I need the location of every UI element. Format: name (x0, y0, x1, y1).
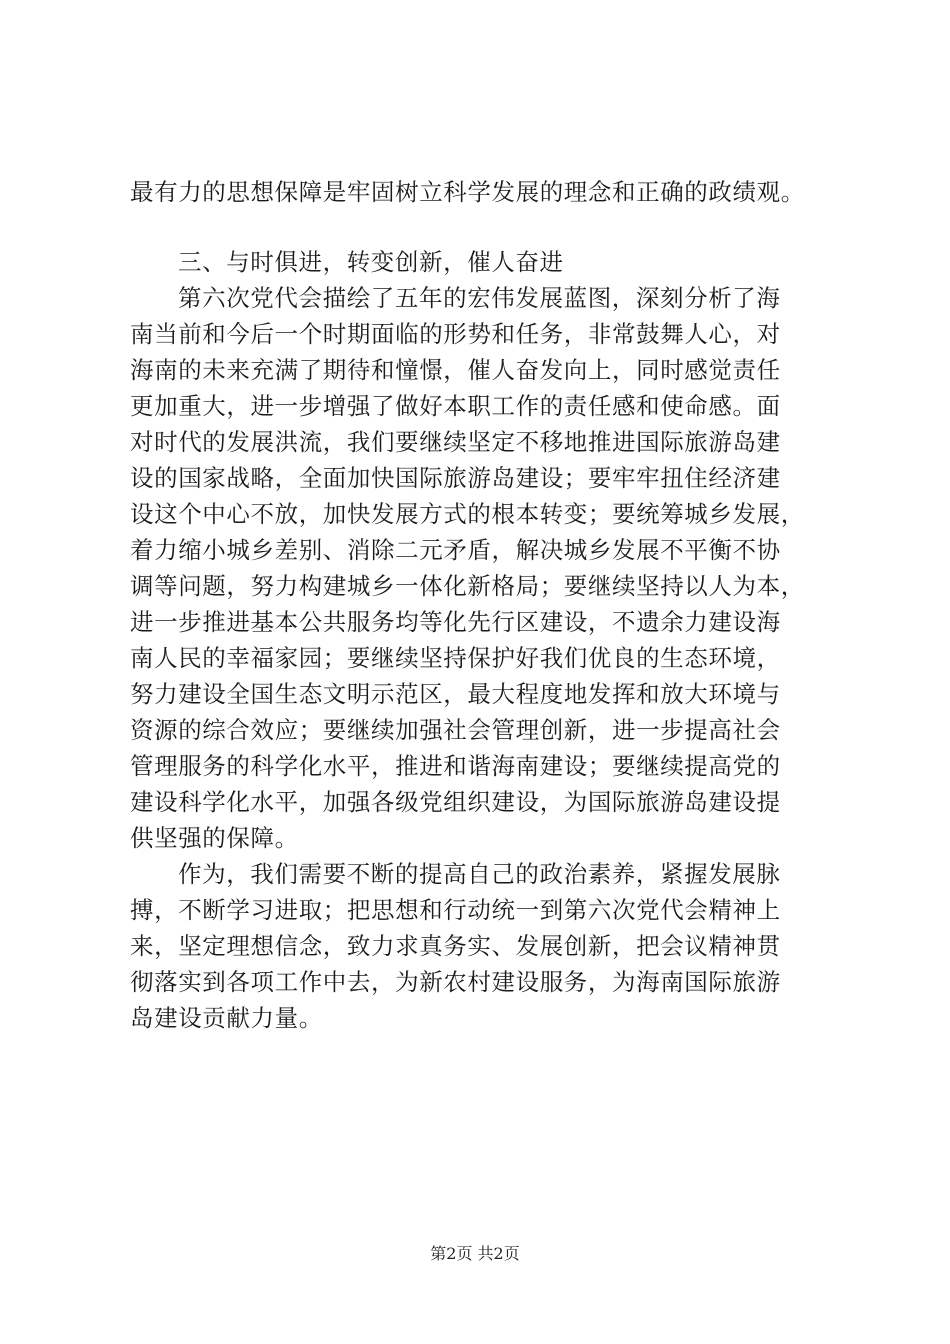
body-line: 设这个中心不放，加快发展方式的根本转变；要统筹城乡发展， (130, 500, 805, 528)
body-line: 搏，不断学习进取；把思想和行动统一到第六次党代会精神上 (130, 896, 781, 924)
body-line: 岛建设贡献力量。 (130, 1004, 323, 1032)
page-number-footer: 第2页 共2页 (430, 1244, 520, 1263)
body-line: 第六次党代会描绘了五年的宏伟发展蓝图，深刻分析了海 (178, 284, 781, 312)
body-line: 最有力的思想保障是牢固树立科学发展的理念和正确的政绩观。 (130, 178, 805, 206)
body-line: 资源的综合效应；要继续加强社会管理创新，进一步提高社会 (130, 716, 781, 744)
section-heading: 三、与时俱进，转变创新，催人奋进 (178, 248, 564, 276)
body-line: 进一步推进基本公共服务均等化先行区建设，不遗余力建设海 (130, 608, 781, 636)
body-line: 调等问题，努力构建城乡一体化新格局；要继续坚持以人为本， (130, 572, 805, 600)
body-line: 管理服务的科学化水平，推进和谐海南建设；要继续提高党的 (130, 752, 781, 780)
body-line: 供坚强的保障。 (130, 824, 299, 852)
body-line: 更加重大，进一步增强了做好本职工作的责任感和使命感。面 (130, 392, 781, 420)
body-line: 设的国家战略，全面加快国际旅游岛建设；要牢牢扭住经济建 (130, 464, 781, 492)
body-line: 努力建设全国生态文明示范区，最大程度地发挥和放大环境与 (130, 680, 781, 708)
body-line: 南当前和今后一个时期面临的形势和任务，非常鼓舞人心，对 (130, 320, 781, 348)
body-line: 海南的未来充满了期待和憧憬，催人奋发向上，同时感觉责任 (130, 356, 781, 384)
body-line: 来，坚定理想信念，致力求真务实、发展创新，把会议精神贯 (130, 932, 781, 960)
body-line: 着力缩小城乡差别、消除二元矛盾，解决城乡发展不平衡不协 (130, 536, 781, 564)
body-line: 建设科学化水平，加强各级党组织建设，为国际旅游岛建设提 (130, 788, 781, 816)
body-line: 对时代的发展洪流，我们要继续坚定不移地推进国际旅游岛建 (130, 428, 781, 456)
body-line: 南人民的幸福家园；要继续坚持保护好我们优良的生态环境， (130, 644, 781, 672)
document-body (130, 174, 820, 1036)
body-line: 作为，我们需要不断的提高自己的政治素养，紧握发展脉 (178, 860, 781, 888)
body-line: 彻落实到各项工作中去，为新农村建设服务，为海南国际旅游 (130, 968, 781, 996)
